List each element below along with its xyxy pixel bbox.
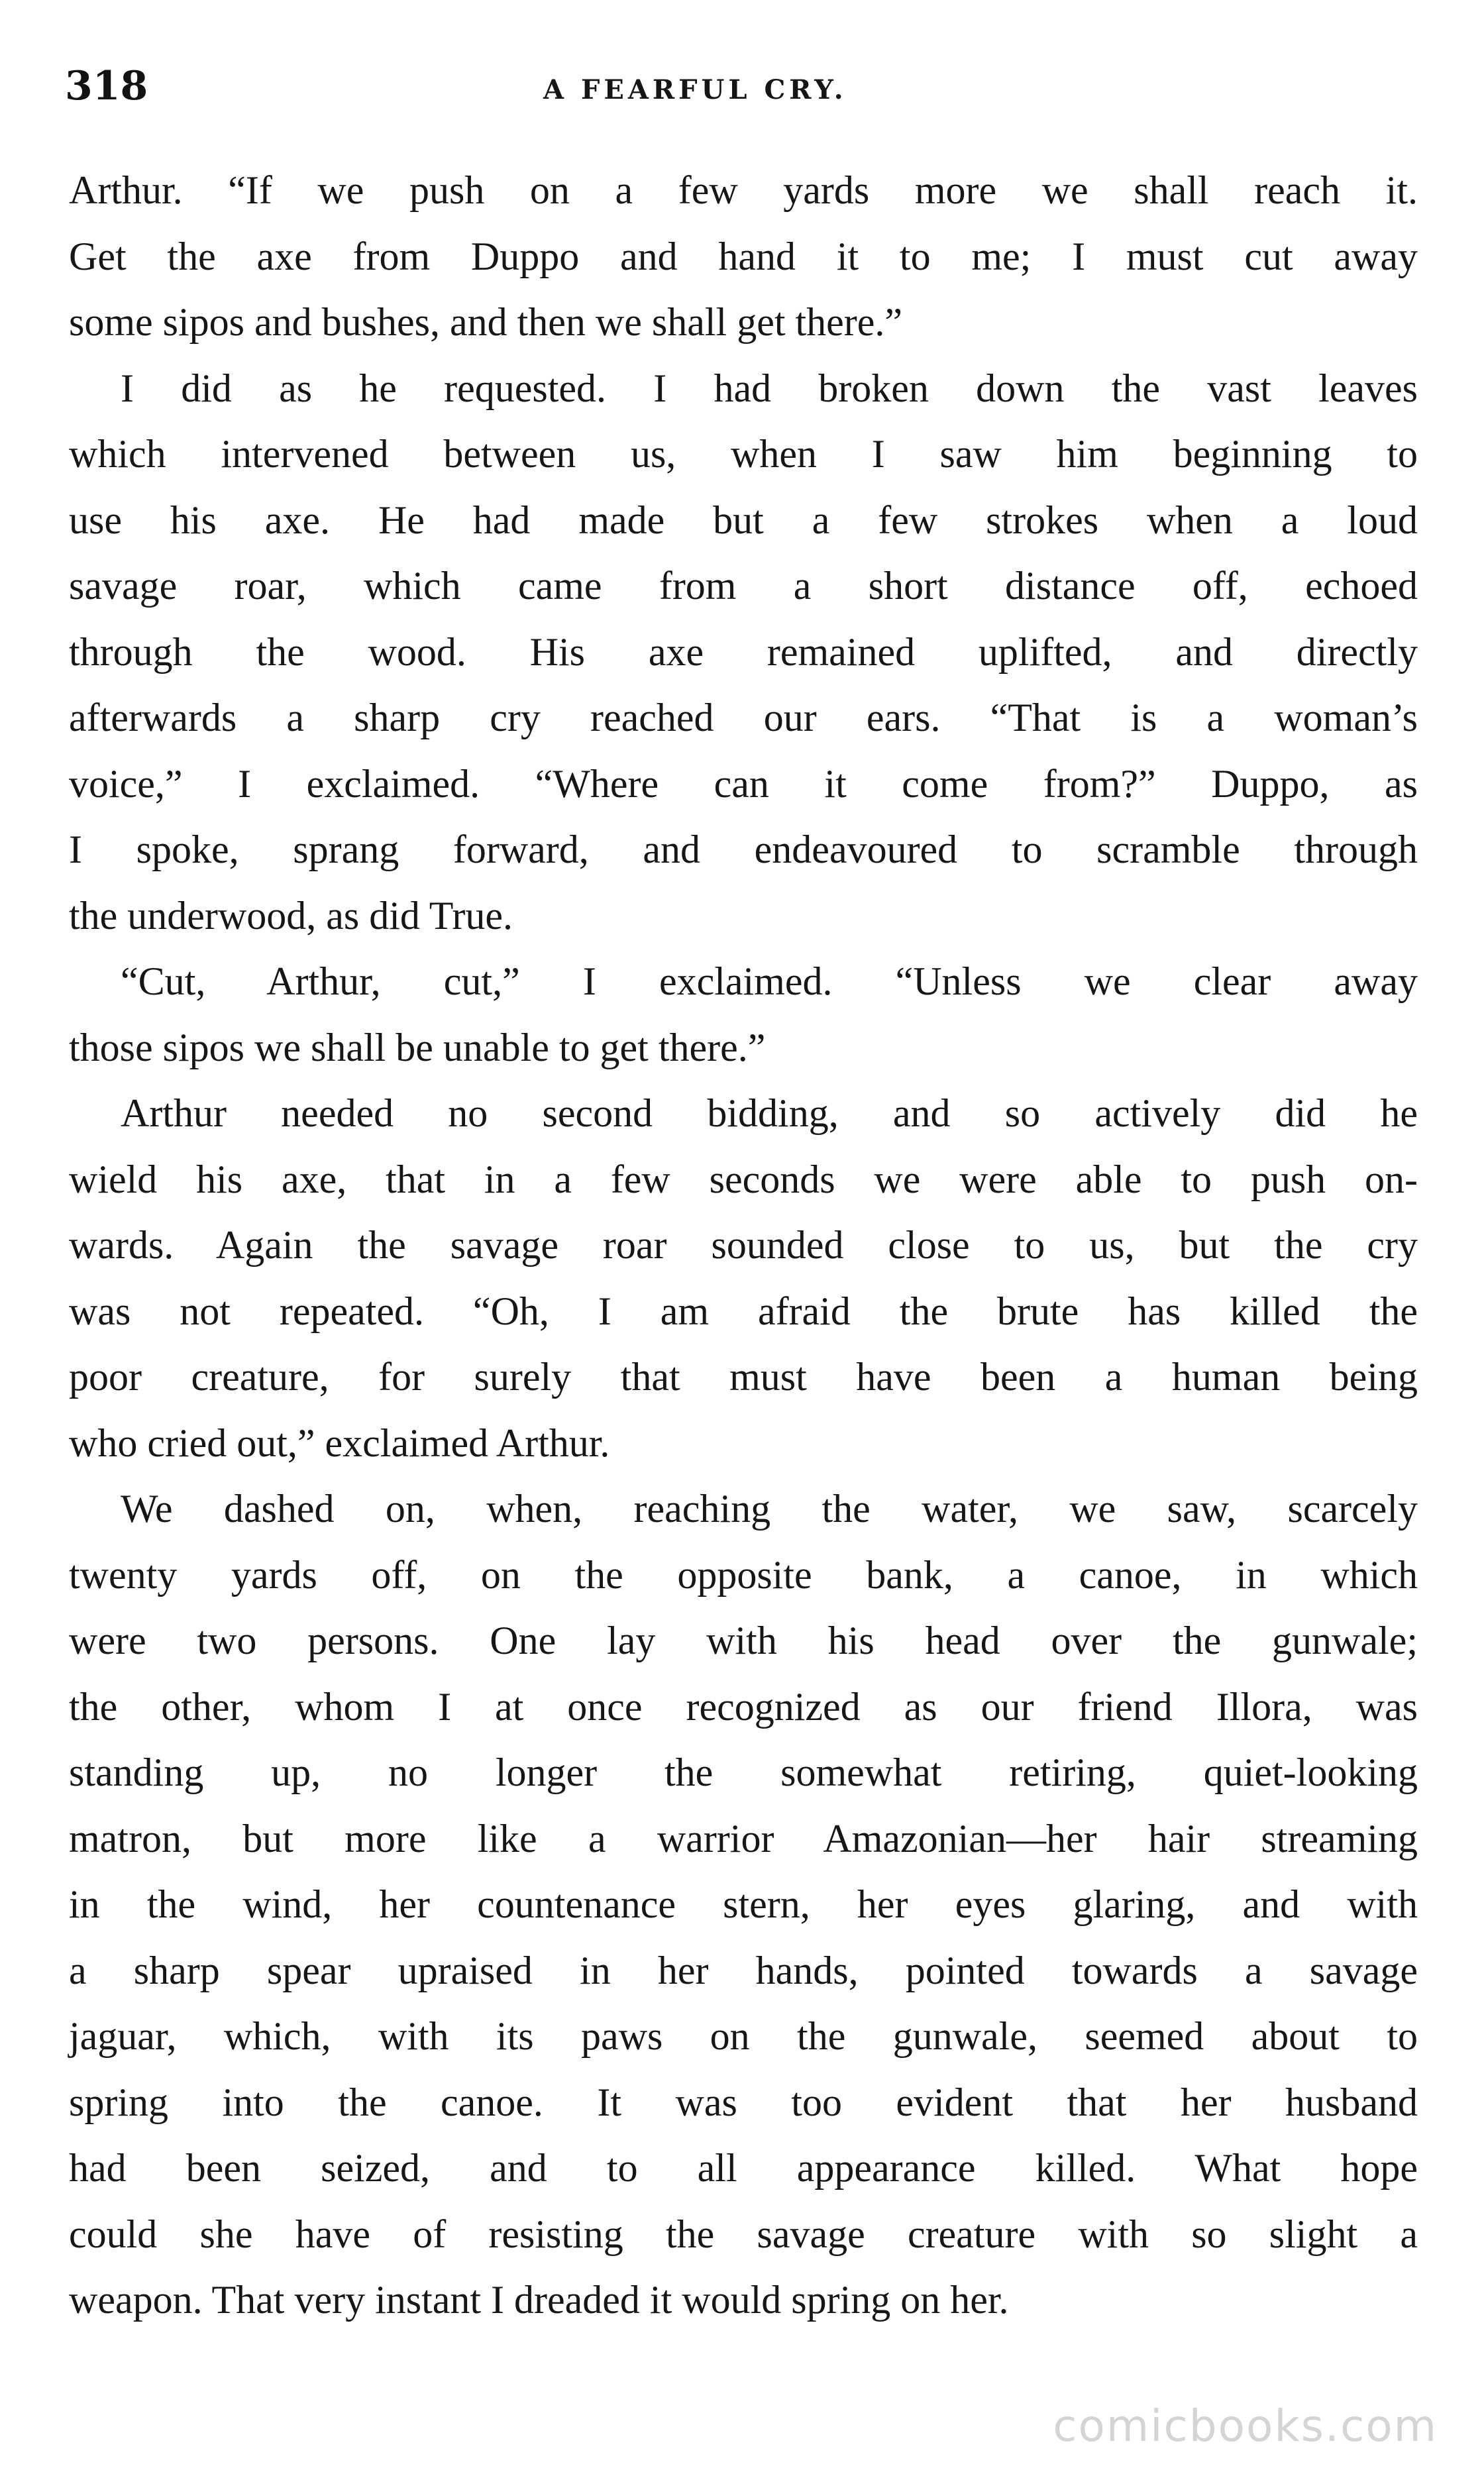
text-line: in the wind, her countenance stern, her eyes glaring, and with — [69, 1882, 1418, 1926]
text-line: had been seized, and to all appearance killed. What hope — [69, 2146, 1418, 2190]
text-line: jaguar, which, with its paws on the gunwale, seemed about to — [69, 2014, 1418, 2058]
paragraph — [69, 356, 1418, 949]
text-line: “Cut, Arthur, cut,” I exclaimed. “Unless we clear away — [121, 959, 1418, 1003]
text-line: Arthur needed no second bidding, and so actively did he — [121, 1091, 1418, 1135]
text-line: a sharp spear upraised in her hands, pointed towards a savage — [69, 1948, 1418, 1992]
text-line: who cried out,” exclaimed Arthur. — [69, 1421, 610, 1465]
text-line: matron, but more like a warrior Amazonian—her hair streaming — [69, 1816, 1418, 1860]
paragraph — [69, 158, 1418, 356]
text-line: I did as he requested. I had broken down the vast leaves — [121, 366, 1418, 410]
running-title: A FEARFUL CRY. — [543, 74, 847, 105]
text-line: poor creature, for surely that must have been a human being — [69, 1355, 1418, 1399]
text-line: the underwood, as did True. — [69, 893, 513, 938]
text-line: spring into the canoe. It was too evident that her husband — [69, 2080, 1418, 2124]
text-line: I spoke, sprang forward, and endeavoured to scramble through — [69, 828, 1418, 871]
paragraph — [69, 949, 1418, 1081]
text-line: We dashed on, when, reaching the water, we saw, scarcely — [121, 1487, 1418, 1531]
text-line: was not repeated. “Oh, I am afraid the brute has killed the — [69, 1289, 1418, 1333]
paragraph — [69, 1476, 1418, 2334]
text-line: weapon. That very instant I dreaded it would spring on her. — [69, 2278, 1009, 2322]
text-line: Arthur. “If we push on a few yards more we shall reach it. — [69, 168, 1418, 212]
watermark: comicbooks.com — [1053, 2400, 1438, 2451]
page-number: 318 — [65, 63, 148, 109]
paragraph — [69, 1081, 1418, 1476]
text-line: standing up, no longer the somewhat retiring, quiet-looking — [69, 1751, 1418, 1794]
text-line: wield his axe, that in a few seconds we were able to push on- — [69, 1157, 1418, 1201]
text-line: were two persons. One lay with his head over the gunwale; — [69, 1619, 1418, 1662]
text-line: the other, whom I at once recognized as our friend Illora, was — [69, 1684, 1418, 1729]
text-line: twenty yards off, on the opposite bank, a canoe, in which — [69, 1552, 1418, 1597]
body-text — [69, 158, 1418, 2334]
text-line: savage roar, which came from a short distance off, echoed — [69, 564, 1418, 608]
text-line: those sipos we shall be unable to get there.” — [69, 1025, 766, 1069]
text-line: wards. Again the savage roar sounded close to us, but the cry — [69, 1223, 1418, 1267]
text-line: Get the axe from Duppo and hand it to me; I must cut away — [69, 234, 1418, 278]
text-line: through the wood. His axe remained uplifted, and directly — [69, 629, 1418, 674]
text-line: use his axe. He had made but a few strokes when a loud — [69, 498, 1418, 542]
text-line: could she have of resisting the savage creature with so slight a — [69, 2212, 1418, 2256]
text-line: which intervened between us, when I saw him beginning to — [69, 432, 1418, 476]
text-line: voice,” I exclaimed. “Where can it come from?” Duppo, as — [69, 761, 1418, 806]
text-line: afterwards a sharp cry reached our ears. “That is a woman’s — [69, 696, 1418, 739]
text-line: some sipos and bushes, and then we shall get there.” — [69, 300, 903, 344]
